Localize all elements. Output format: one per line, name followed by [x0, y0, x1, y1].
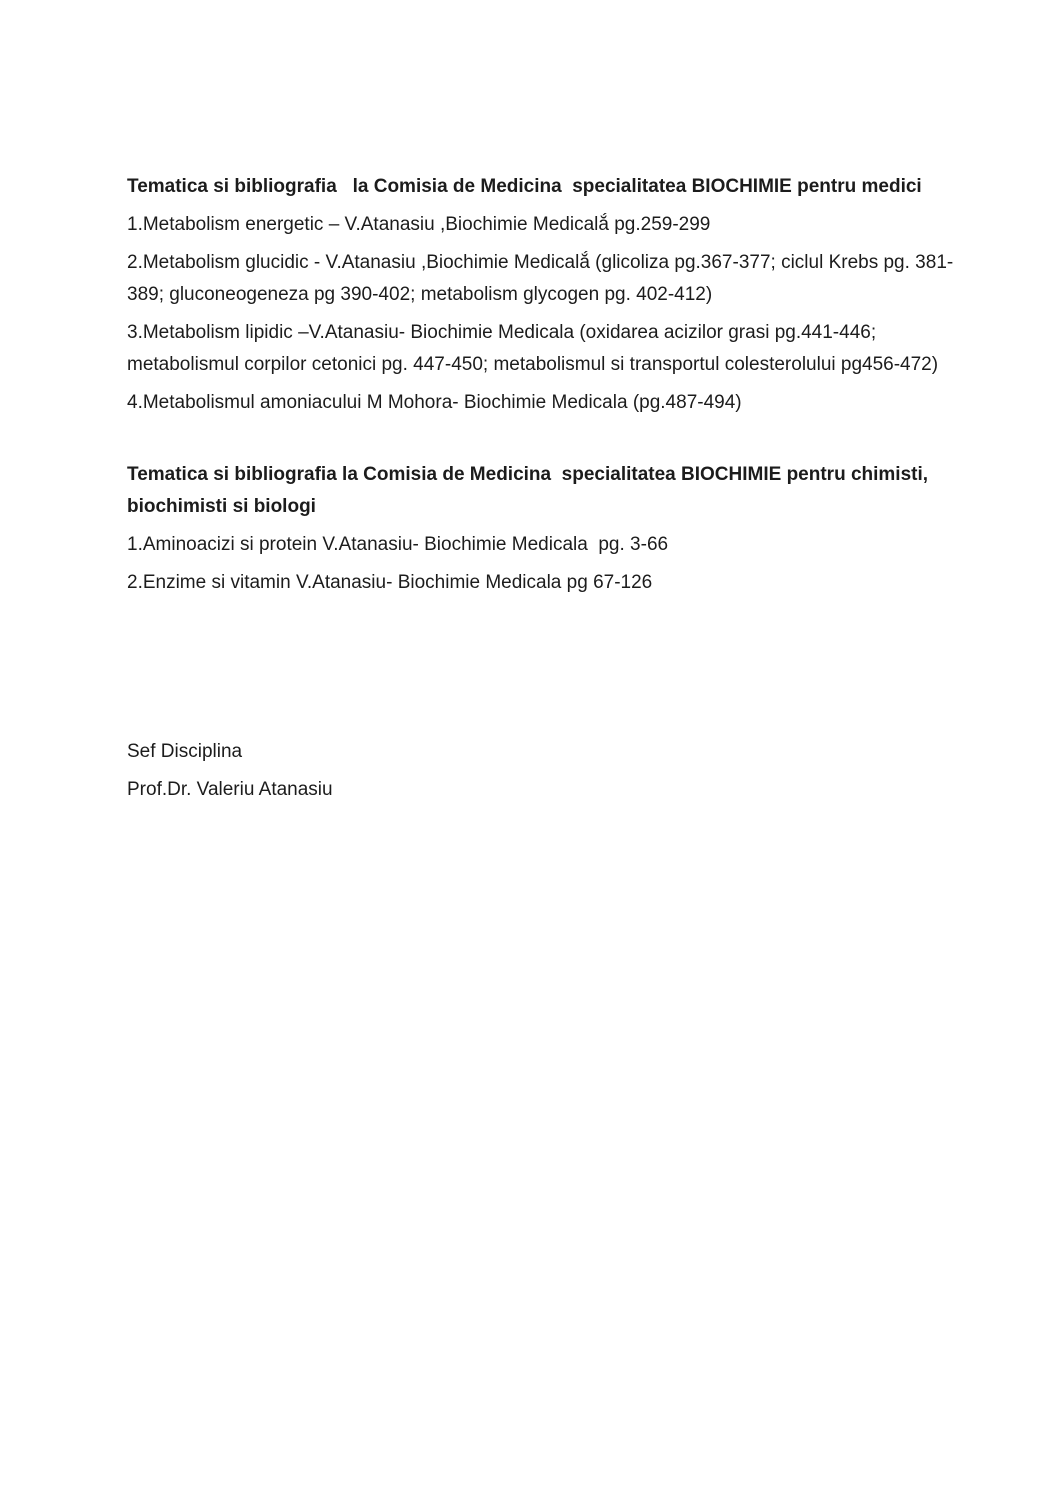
list-item-medici-4 [127, 387, 938, 419]
text-line: 1.Aminoacizi si protein V.Atanasiu- Biochimie Medicala pg. 3-66 [127, 534, 669, 555]
text-line: 4.Metabolismul amoniacului M Mohora- Biochimie Medicala (pg.487-494) [127, 392, 742, 413]
heading-line: biochimisti si biologi [127, 496, 316, 517]
text-line: Sef Disciplina [127, 741, 243, 762]
signature-role [127, 736, 938, 768]
text-line: metabolismul corpilor cetonici pg. 447-450; metabolismul si transportul colesterolului pg456-472) [127, 354, 939, 375]
list-item-chimisti-2 [127, 567, 938, 599]
section-heading-medici [127, 171, 938, 203]
text-line: 3.Metabolism lipidic –V.Atanasiu- Biochimie Medicala (oxidarea acizilor grasi pg.441-446; [127, 322, 877, 343]
heading-line: Tematica si bibliografia la Comisia de Medicina specialitatea BIOCHIMIE pentru medici [127, 176, 922, 197]
signature-name [127, 774, 938, 806]
text-line: 2.Metabolism glucidic - V.Atanasiu ,Biochimie Medicalắ (glicoliza pg.367-377; ciclul Krebs pg. 381- [127, 252, 954, 273]
text-line: Prof.Dr. Valeriu Atanasiu [127, 779, 333, 800]
list-item-medici-3 [127, 317, 938, 381]
list-item-medici-2 [127, 247, 954, 311]
heading-line: Tematica si bibliografia la Comisia de Medicina specialitatea BIOCHIMIE pentru chimisti, [127, 464, 929, 485]
text-line: 2.Enzime si vitamin V.Atanasiu- Biochimie Medicala pg 67-126 [127, 572, 653, 593]
list-item-chimisti-1 [127, 529, 938, 561]
text-line: 389; gluconeogeneza pg 390-402; metabolism glycogen pg. 402-412) [127, 284, 713, 305]
list-item-medici-1 [127, 209, 938, 241]
section-heading-chimisti [127, 459, 938, 523]
text-line: 1.Metabolism energetic – V.Atanasiu ,Biochimie Medicalắ pg.259-299 [127, 214, 711, 235]
